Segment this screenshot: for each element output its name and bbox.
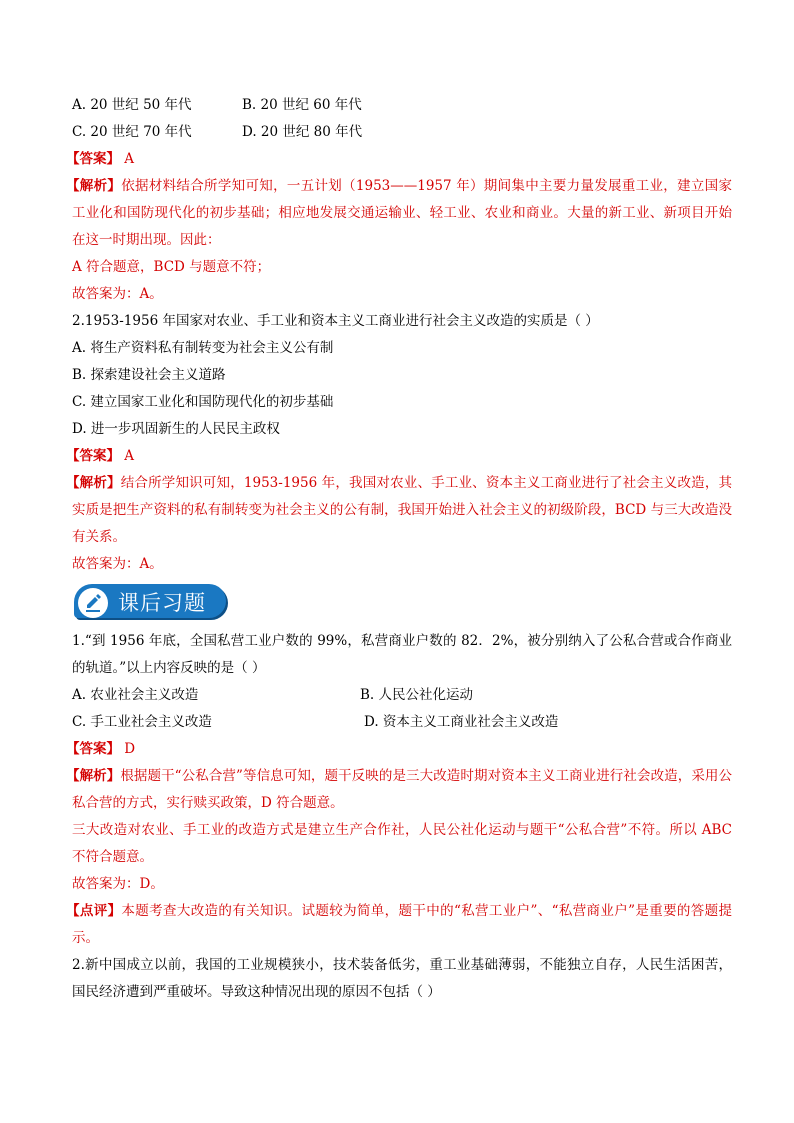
document-page [66,92,732,1006]
answer-tag: 【答案】 [66,448,120,464]
q2-analysis [66,470,732,551]
hw1-analysis [66,763,732,817]
answer-value: D [124,741,136,757]
hw1-option-d[interactable]: D. 资本主义工商业社会主义改造 [364,714,559,730]
q1-option-d[interactable]: D. 20 世纪 80 年代 [242,124,363,140]
q1-options-row-1 [72,92,732,119]
analysis-text: 结合所学知识可知，1953-1956 年，我国对农业、手工业、资本主义工商业进行了社会主义改造，其实质是把生产资料的私有制转变为社会主义的公有制，我国开始进入社会主义的初级阶段，BCD 与三大改造没有关系。 [72,475,732,545]
answer-value: A [124,448,135,464]
pencil-icon [78,588,108,618]
q1-option-a[interactable]: A. 20 世纪 50 年代 [72,97,192,113]
hw1-stem: 1.“到 1956 年底，全国私营工业户数的 99%，私营商业户数的 82．2%，被分别纳入了公私合营或合作商业的轨道。”以上内容反映的是（ ） [72,633,732,676]
q1-analysis-line2: A 符合题意，BCD 与题意不符； [72,259,271,275]
answer-value: A [124,151,135,167]
hw1-conclusion: 故答案为：D。 [72,876,164,892]
q1-analysis [66,173,732,254]
q2-conclusion: 故答案为：A。 [72,556,163,572]
q2-option-d[interactable]: D. 进一步巩固新生的人民民主政权 [72,421,280,437]
comment-text: 本题考查大改造的有关知识。试题较为简单，题干中的“私营工业户”、“私营商业户”是重要的答题提示。 [72,903,732,946]
analysis-tag: 【解析】 [66,475,121,491]
q2-option-a[interactable]: A. 将生产资料私有制转变为社会主义公有制 [72,340,334,356]
analysis-text: 依据材料结合所学知可知，一五计划（1953——1957 年）期间集中主要力量发展重工业，建立国家工业化和国防现代化的初步基础；相应地发展交通运输业、轻工业、农业和商业。大量的新工业、新项目开始在这一时期出现。因此： [72,178,732,248]
hw1-analysis-2: 三大改造对农业、手工业的改造方式是建立生产合作社，人民公社化运动与题干“公私合营”不符。所以 ABC 不符合题意。 [72,822,732,865]
section-banner [72,582,732,622]
hw1-option-a[interactable]: A. 农业社会主义改造 [72,687,199,703]
hw1-options-row-1 [72,682,732,709]
hw1-options-row-2 [72,709,732,736]
analysis-text: 根据题干“公私合营”等信息可知，题干反映的是三大改造时期对资本主义工商业进行社会改造，采用公私合营的方式，实行赎买政策，D 符合题意。 [72,768,732,811]
q2-option-b[interactable]: B. 探索建设社会主义道路 [72,367,226,383]
q2-option-c[interactable]: C. 建立国家工业化和国防现代化的初步基础 [72,394,334,410]
answer-tag: 【答案】 [66,741,120,757]
q1-option-b[interactable]: B. 20 世纪 60 年代 [242,97,362,113]
q1-options-row-2 [72,119,732,146]
hw1-option-c[interactable]: C. 手工业社会主义改造 [72,714,212,730]
hw1-option-b[interactable]: B. 人民公社化运动 [360,687,474,703]
q1-option-c[interactable]: C. 20 世纪 70 年代 [72,124,192,140]
hw1-answer [66,736,732,763]
hw1-comment [66,898,732,952]
section-banner-pill [74,584,226,618]
comment-tag: 【点评】 [66,903,122,919]
section-title: 课后习题 [118,591,206,615]
q2-answer [66,443,732,470]
answer-tag: 【答案】 [66,151,120,167]
analysis-tag: 【解析】 [66,768,121,784]
analysis-tag: 【解析】 [66,178,122,194]
q1-answer [66,146,732,173]
hw2-stem: 2.新中国成立以前，我国的工业规模狭小，技术装备低劣，重工业基础薄弱，不能独立自存，人民生活困苦，国民经济遭到严重破坏。导致这种情况出现的原因不包括（ ） [72,957,732,1000]
q1-conclusion: 故答案为：A。 [72,286,163,302]
q2-stem: 2.1953-1956 年国家对农业、手工业和资本主义工商业进行社会主义改造的实质是（ ） [72,313,599,329]
